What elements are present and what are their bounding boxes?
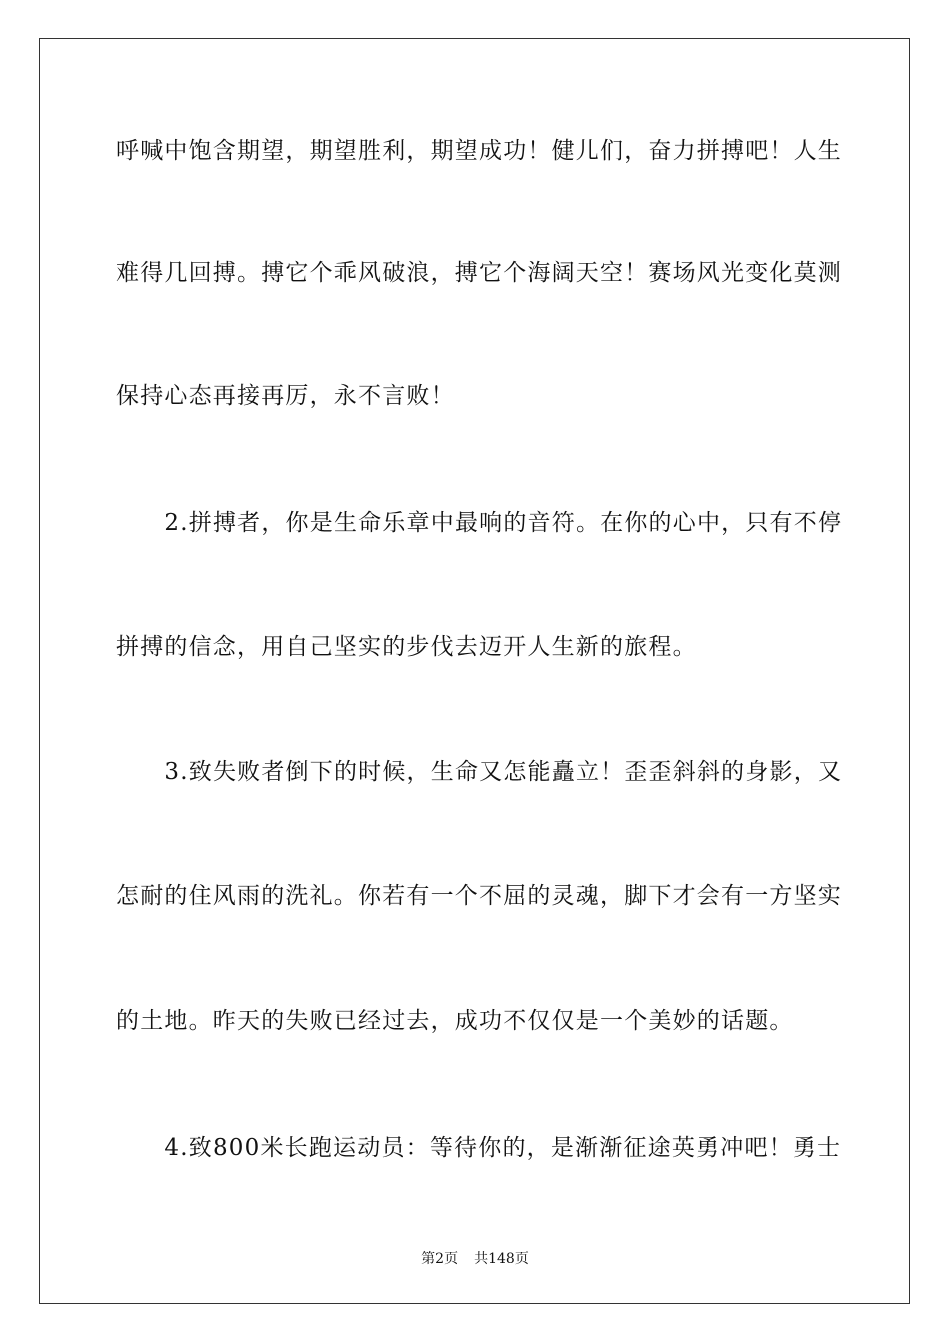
text-line: 2.拼搏者，你是生命乐章中最响的音符。在你的心中，只有不停 (116, 510, 843, 536)
text-line: 的土地。昨天的失败已经过去，成功不仅仅是一个美妙的话题。 (116, 1008, 794, 1034)
page-footer (0, 1248, 950, 1268)
page-number: 第2页 (421, 1251, 459, 1267)
total-pages: 共148页 (474, 1251, 529, 1267)
text-line: 保持心态再接再厉，永不言败！ (116, 383, 455, 409)
text-line: 呼喊中饱含期望，期望胜利，期望成功！健儿们，奋力拼搏吧！人生 (116, 138, 842, 164)
page-border (39, 38, 910, 1304)
text-line: 怎耐的住风雨的洗礼。你若有一个不屈的灵魂，脚下才会有一方坚实 (116, 883, 842, 909)
text-line: 3.致失败者倒下的时候，生命又怎能矗立！歪歪斜斜的身影，又 (116, 759, 843, 785)
text-line: 拼搏的信念，用自己坚实的步伐去迈开人生新的旅程。 (116, 634, 697, 660)
text-line: 难得几回搏。搏它个乖风破浪，搏它个海阔天空！赛场风光变化莫测 (116, 260, 842, 286)
text-line: 4.致800米长跑运动员：等待你的，是渐渐征途英勇冲吧！勇士 (116, 1135, 842, 1161)
